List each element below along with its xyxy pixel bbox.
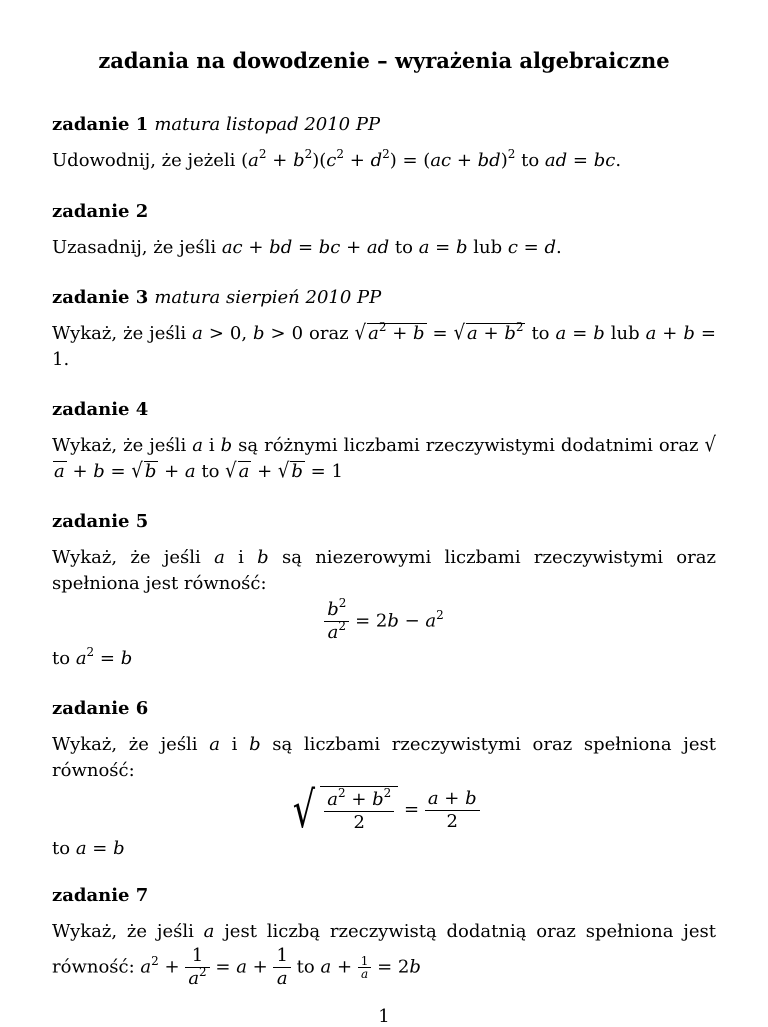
task-label: zadanie 5 [52, 511, 149, 532]
task-source: matura listopad 2010 PP [154, 114, 381, 135]
task-conclusion: to $a^2 = b$ [52, 645, 133, 669]
task-label: zadanie 3 [52, 287, 149, 308]
task-heading [52, 112, 716, 138]
task-5 [52, 509, 716, 672]
task-label: zadanie 7 [52, 885, 149, 906]
display-equation: $\frac{b^2}{a^2}$ = $2b - a^2$ [52, 599, 716, 644]
task-heading [52, 285, 716, 311]
task-1 [52, 112, 716, 174]
page-number: 1 [378, 1006, 390, 1027]
task-4 [52, 397, 716, 485]
task-statement: Udowodnij, że jeżeli $(a^2 + b^2)(c^2 + d^2) = (ac + bd)^2$ to ad = bc. [52, 147, 622, 171]
task-label: zadanie 4 [52, 399, 149, 420]
task-6 [52, 696, 716, 862]
page-title: zadania na dowodzenie – wyrażenia algebraiczne [98, 48, 670, 73]
task-label: zadanie 6 [52, 698, 149, 719]
task-statement: Wykaż, że jeśli a i b są niezerowymi liczbami rzeczywistymi oraz spełniona jest równość: [52, 547, 716, 594]
task-conclusion: to a = b [52, 838, 125, 859]
task-label: zadanie 2 [52, 201, 149, 222]
task-7 [52, 883, 716, 990]
task-source: matura sierpień 2010 PP [154, 287, 382, 308]
task-statement: Wykaż, że jeśli a jest liczbą rzeczywistą dodatnią oraz spełniona jest równość: $a^2$ + $\frac{1}{a^2}$ = a + $\frac{1}{a}$ to a + $\frac{1}{a}$ = 2b [52, 921, 716, 989]
display-equation: √ $\frac{a^2 + b^2}{2}$ = $\frac{a + b}{2}$ [52, 786, 716, 834]
task-2 [52, 199, 716, 261]
task-statement: Wykaż, że jeśli a > 0, b > 0 oraz √ $a^2 + b$ = √ $a + b^2$ to a = b lub a + b = 1. [52, 320, 716, 370]
task-statement: Wykaż, że jeśli a i b są różnymi liczbami rzeczywistymi dodatnimi oraz √a + b = √ b + a to √ a + √ b = 1 [52, 433, 716, 484]
task-statement: Wykaż, że jeśli a i b są liczbami rzeczywistymi oraz spełniona jest równość: [52, 734, 716, 781]
task-3 [52, 285, 716, 373]
task-label: zadanie 1 [52, 114, 149, 135]
task-statement: Uzasadnij, że jeśli ac + bd = bc + ad to a = b lub c = d. [52, 237, 562, 258]
